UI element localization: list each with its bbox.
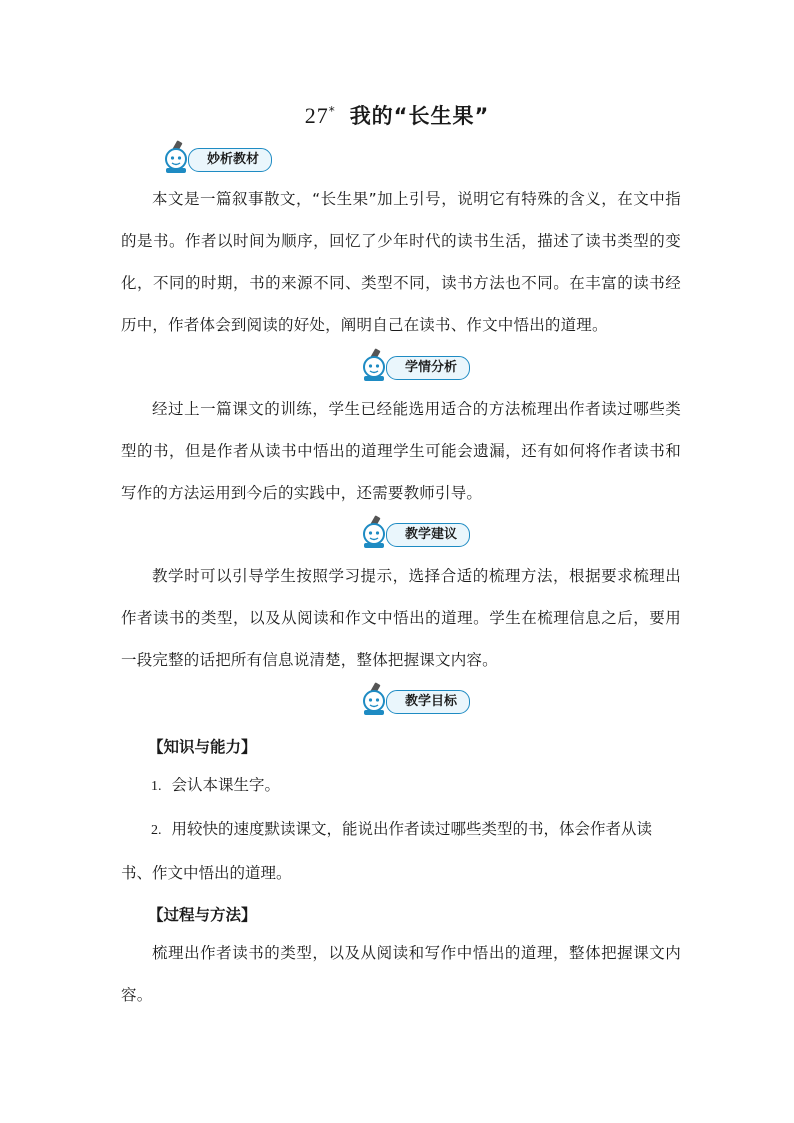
lesson-number: 27 [304, 103, 329, 128]
heading-knowledge: 【知识与能力】 [148, 738, 257, 756]
goal-text: 用较快的速度默读课文，能说出作者读过哪些类型的书，体会作者从读书、作文中悟出的道理。 [121, 820, 653, 882]
heading-process: 【过程与方法】 [148, 906, 257, 924]
lesson-name: 我的“长生果” [349, 104, 490, 128]
paragraph-student: 经过上一篇课文的训练，学生已经能选用适合的方法梳理出作者读过哪些类型的书，但是作者从读书中悟出的道理学生可能会遗漏，还有如何将作者读书和写作的方法运用到今后的实践中，还需要教师引导。 [121, 400, 681, 502]
goal-number: 1. [151, 779, 162, 794]
lesson-title [0, 100, 794, 130]
lesson-mark: * [328, 104, 336, 118]
goal-number: 2. [151, 823, 162, 838]
goal-item-2 [121, 808, 681, 894]
goal-item-1 [121, 764, 681, 808]
section-label: 学情分析 [386, 356, 470, 380]
paragraph-suggestion: 教学时可以引导学生按照学习提示，选择合适的梳理方法，根据要求梳理出作者读书的类型，以及从阅读和作文中悟出的道理。学生在梳理信息之后，要用一段完整的话把所有信息说清楚，整体把握课文内容。 [121, 567, 681, 669]
section-label: 妙析教材 [188, 148, 272, 172]
section-badge-student [356, 348, 470, 382]
section-badge-suggestion [356, 515, 470, 549]
section-badge-analysis [158, 140, 272, 174]
section-label: 教学建议 [386, 523, 470, 547]
goal-text: 会认本课生字。 [171, 776, 281, 794]
paragraph-process: 梳理出作者读书的类型，以及从阅读和写作中悟出的道理，整体把握课文内容。 [121, 944, 681, 1004]
section-badge-goals [356, 682, 470, 716]
section-label: 教学目标 [386, 690, 470, 714]
paragraph-analysis: 本文是一篇叙事散文，“长生果”加上引号，说明它有特殊的含义，在文中指的是书。作者以时间为顺序，回忆了少年时代的读书生活，描述了读书类型的变化，不同的时期，书的来源不同、类型不同，读书方法也不同。在丰富的读书经历中，作者体会到阅读的好处，阐明自己在读书、作文中悟出的道理。 [121, 190, 681, 334]
